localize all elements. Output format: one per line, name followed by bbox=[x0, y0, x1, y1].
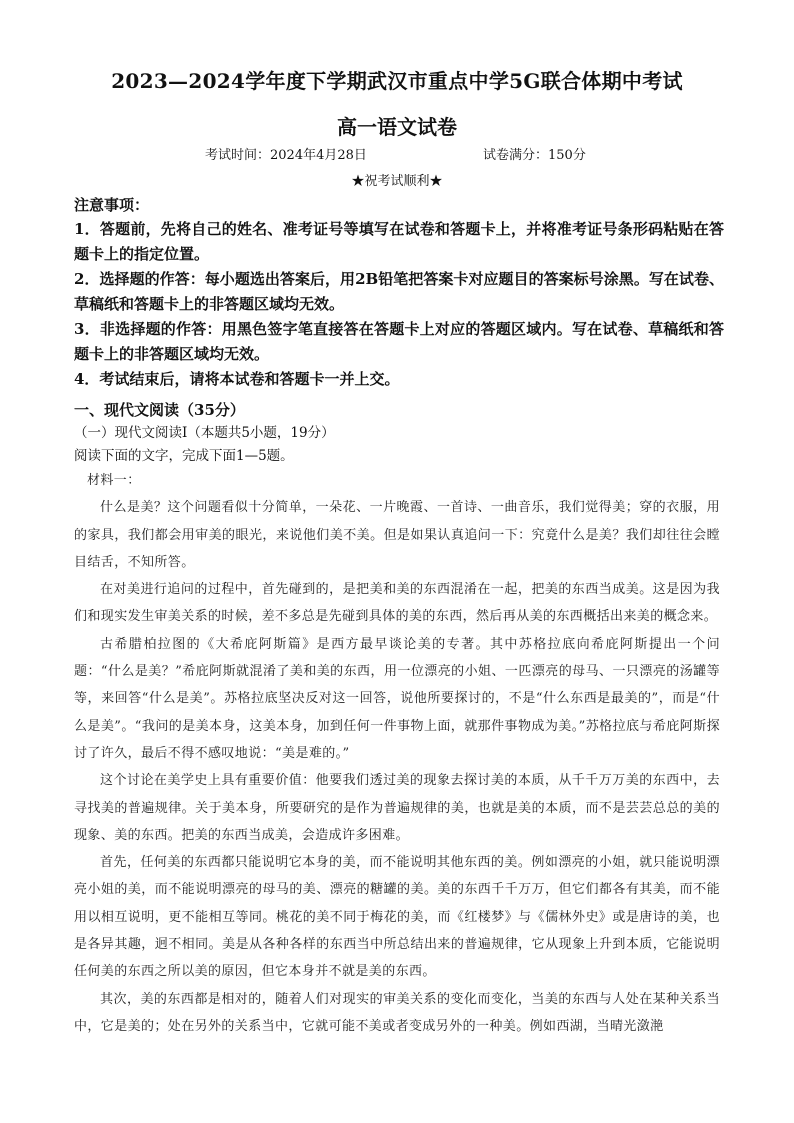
reading-passage bbox=[74, 467, 720, 1040]
note-item: 3．非选择题的作答：用黑色签字笔直接答在答题卡上对应的答题区域内。写在试卷、草稿纸和答题卡上的非答题区域均无效。 bbox=[74, 320, 724, 363]
note-item: 4．考试结束后，请将本试卷和答题卡一并上交。 bbox=[74, 370, 400, 388]
reading-instruction: 阅读下面的文字，完成下面1—5题。 bbox=[74, 448, 294, 464]
note-item: 2．选择题的作答：每小题选出答案后，用2B铅笔把答案卡对应题目的答案标号涂黑。写在试卷、草稿纸和答题卡上的非答题区域均无效。 bbox=[74, 270, 724, 313]
passage-paragraph: 古希腊柏拉图的《大希庇阿斯篇》是西方最早谈论美的专著。其中苏格拉底向希庇阿斯提出一个问题：“什么是美？”希庇阿斯就混淆了美和美的东西，用一位漂亮的小姐、一匹漂亮的母马、一只漂亮的汤罐等等，来回答“什么是美”。苏格拉底坚决反对这一回答，说他所要探讨的，不是“什么东西是最美的”，而是“什么是美”。“我问的是美本身，这美本身，加到任何一件事物上面，就那件事物成为美。”苏格拉底与希庇阿斯探讨了许久，最后不得不感叹地说：“美是难的。” bbox=[74, 636, 720, 761]
passage-paragraph: 在对美进行追问的过程中，首先碰到的，是把美和美的东西混淆在一起，把美的东西当成美。这是因为我们和现实发生审美关系的时候，差不多总是先碰到具体的美的东西，然后再从美的东西概括出来美的概念来。 bbox=[74, 582, 720, 625]
section-title: 一、现代文阅读（35分） bbox=[74, 401, 245, 419]
exam-subtitle: 高一语文试卷 bbox=[337, 115, 457, 139]
subsection-title: （一）现代文阅读Ⅰ（本题共5小题，19分） bbox=[74, 425, 335, 441]
passage-paragraph: 其次，美的东西都是相对的，随着人们对现实的审美关系的变化而变化，当美的东西与人处在某种关系当中，它是美的；处在另外的关系当中，它就可能不美或者变成另外的一种美。例如西湖，当晴光潋滟 bbox=[74, 991, 720, 1034]
note-item: 1．答题前，先将自己的姓名、准考证号等填写在试卷和答题卡上，并将准考证号条形码粘贴在答题卡上的指定位置。 bbox=[74, 220, 724, 263]
exam-title: 2023—2024学年度下学期武汉市重点中学5G联合体期中考试 bbox=[111, 69, 683, 93]
passage-paragraph: 这个讨论在美学史上具有重要价值：他要我们透过美的现象去探讨美的本质，从千千万万美的东西中，去寻找美的普遍规律。关于美本身，所要研究的是作为普遍规律的美，也就是美的本质，而不是芸芸总总的美的现象、美的东西。把美的东西当成美，会造成许多困难。 bbox=[74, 773, 720, 843]
notes-heading: 注意事项： bbox=[74, 196, 150, 214]
full-score: 试卷满分：150分 bbox=[483, 148, 586, 163]
passage-paragraph: 首先，任何美的东西都只能说明它本身的美，而不能说明其他东西的美。例如漂亮的小姐，就只能说明漂亮小姐的美，而不能说明漂亮的母马的美、漂亮的糖罐的美。美的东西千千万万，但它们都各有其美，而不能用以相互说明，更不能相互等同。桃花的美不同于梅花的美，而《红楼梦》与《儒林外史》或是唐诗的美，也是各异其趣，迥不相同。美是从各种各样的东西当中所总结出来的普遍规律，它从现象上升到本质，它能说明任何美的东西之所以美的原因，但它本身并不就是美的东西。 bbox=[74, 855, 720, 980]
exam-time: 考试时间：2024年4月28日 bbox=[205, 148, 367, 163]
notes-section bbox=[74, 194, 724, 392]
material-label: 材料一： bbox=[87, 473, 141, 488]
blessing-line: ★祝考试顺利★ bbox=[351, 174, 443, 189]
passage-paragraph: 什么是美？这个问题看似十分简单，一朵花、一片晚霞、一首诗、一曲音乐，我们觉得美；穿的衣服，用的家具，我们都会用审美的眼光，来说他们美不美。但是如果认真追问一下：究竟什么是美？我们却往往会瞠目结舌，不知所答。 bbox=[74, 500, 720, 570]
